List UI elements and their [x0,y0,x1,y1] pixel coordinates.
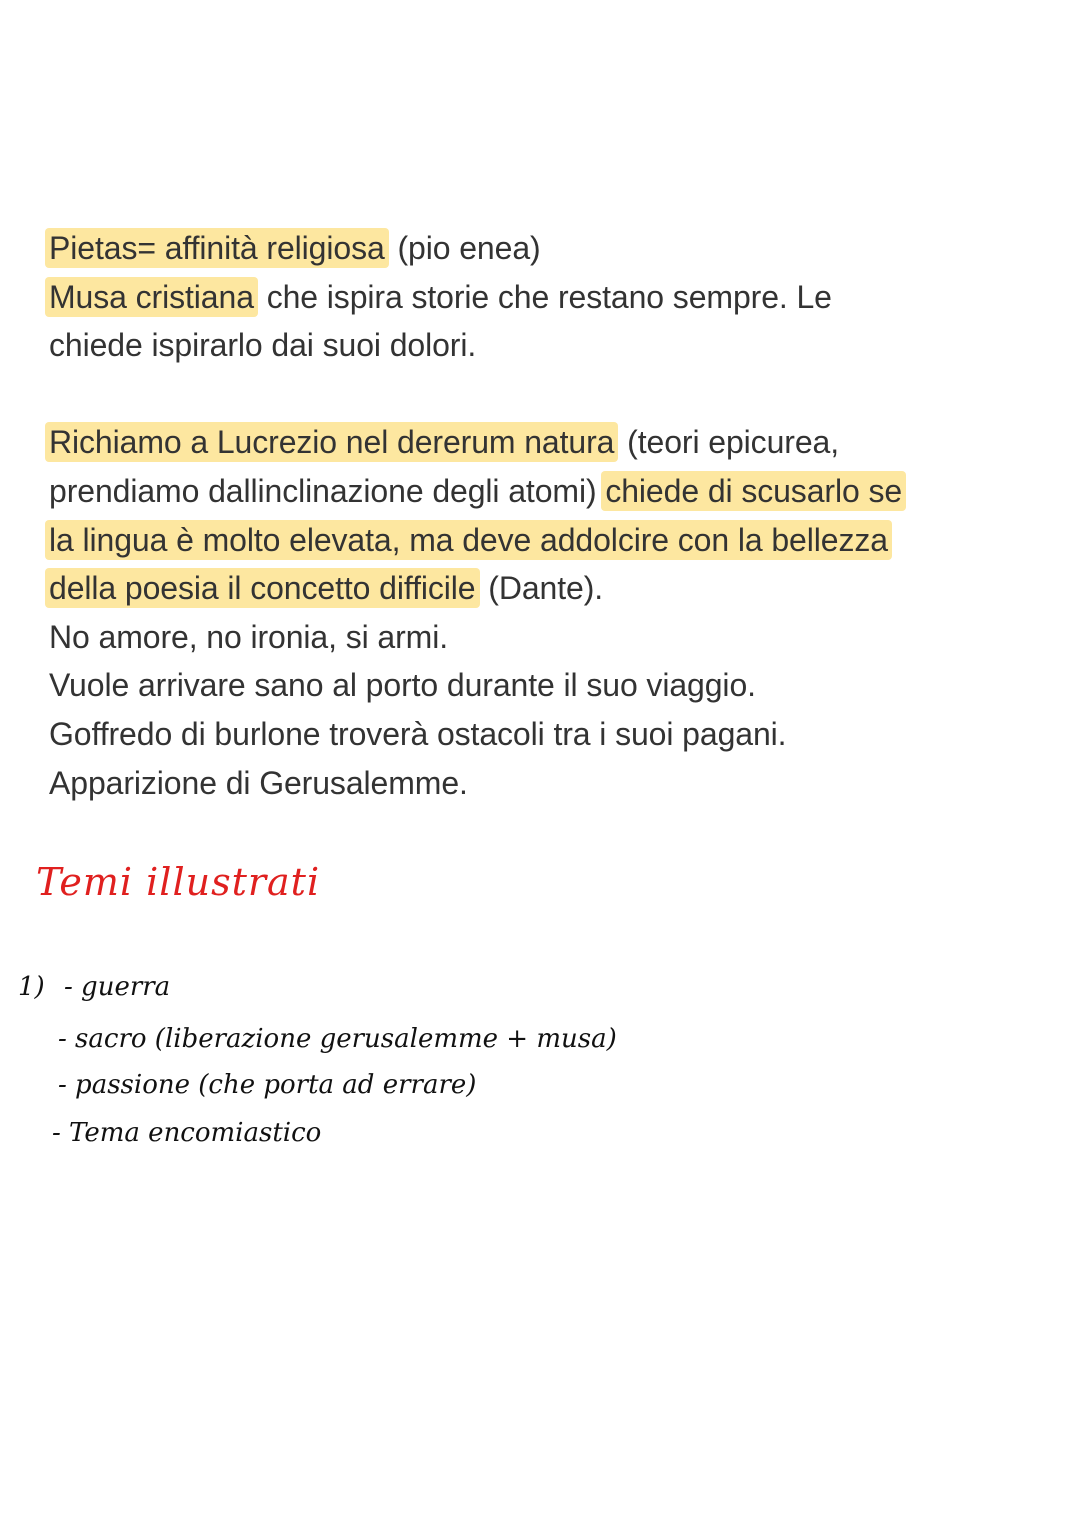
note-line [49,516,906,565]
text: (Dante). [479,570,604,607]
note-line: Goffredo di burlone troverà ostacoli tra i suoi pagani. [49,715,787,752]
note-line: No amore, no ironia, si armi. [49,618,449,655]
handwritten-item: - passione (che porta ad errare) [58,1070,477,1100]
typed-notes [49,224,906,807]
highlight: Pietas= affinità religiosa [45,228,389,268]
handwritten-item: - Tema encomiastico [52,1118,322,1148]
highlight: chiede di scusarlo se [601,471,906,511]
paragraph-gap [49,370,906,419]
note-line: chiede ispirarlo dai suoi dolori. [49,327,477,364]
note-line [49,467,906,516]
text: che ispira storie che restano sempre. Le [257,278,832,315]
text: (pio enea) [388,230,541,266]
handwritten-title: Temi illustrati [36,860,321,904]
handwritten-item: - sacro (liberazione gerusalemme + musa) [58,1024,617,1054]
highlight: Richiamo a Lucrezio nel dererum natura [45,422,618,462]
note-line [49,418,906,467]
note-line: Apparizione di Gerusalemme. [49,764,468,801]
note-line [49,224,906,273]
text: prendiamo dallinclinazione degli atomi) [49,472,597,509]
handwritten-item: - guerra [64,972,171,1002]
note-line [49,273,906,322]
highlight: la lingua è molto elevata, ma deve addolcire con la bellezza [45,520,892,560]
text: (teori epicurea, [618,424,840,461]
note-line: Vuole arrivare sano al porto durante il suo viaggio. [49,667,756,704]
note-line [49,564,906,613]
handwritten-number: 1) [18,972,45,1002]
highlight: Musa cristiana [45,277,258,317]
highlight: della poesia il concetto difficile [45,568,480,608]
